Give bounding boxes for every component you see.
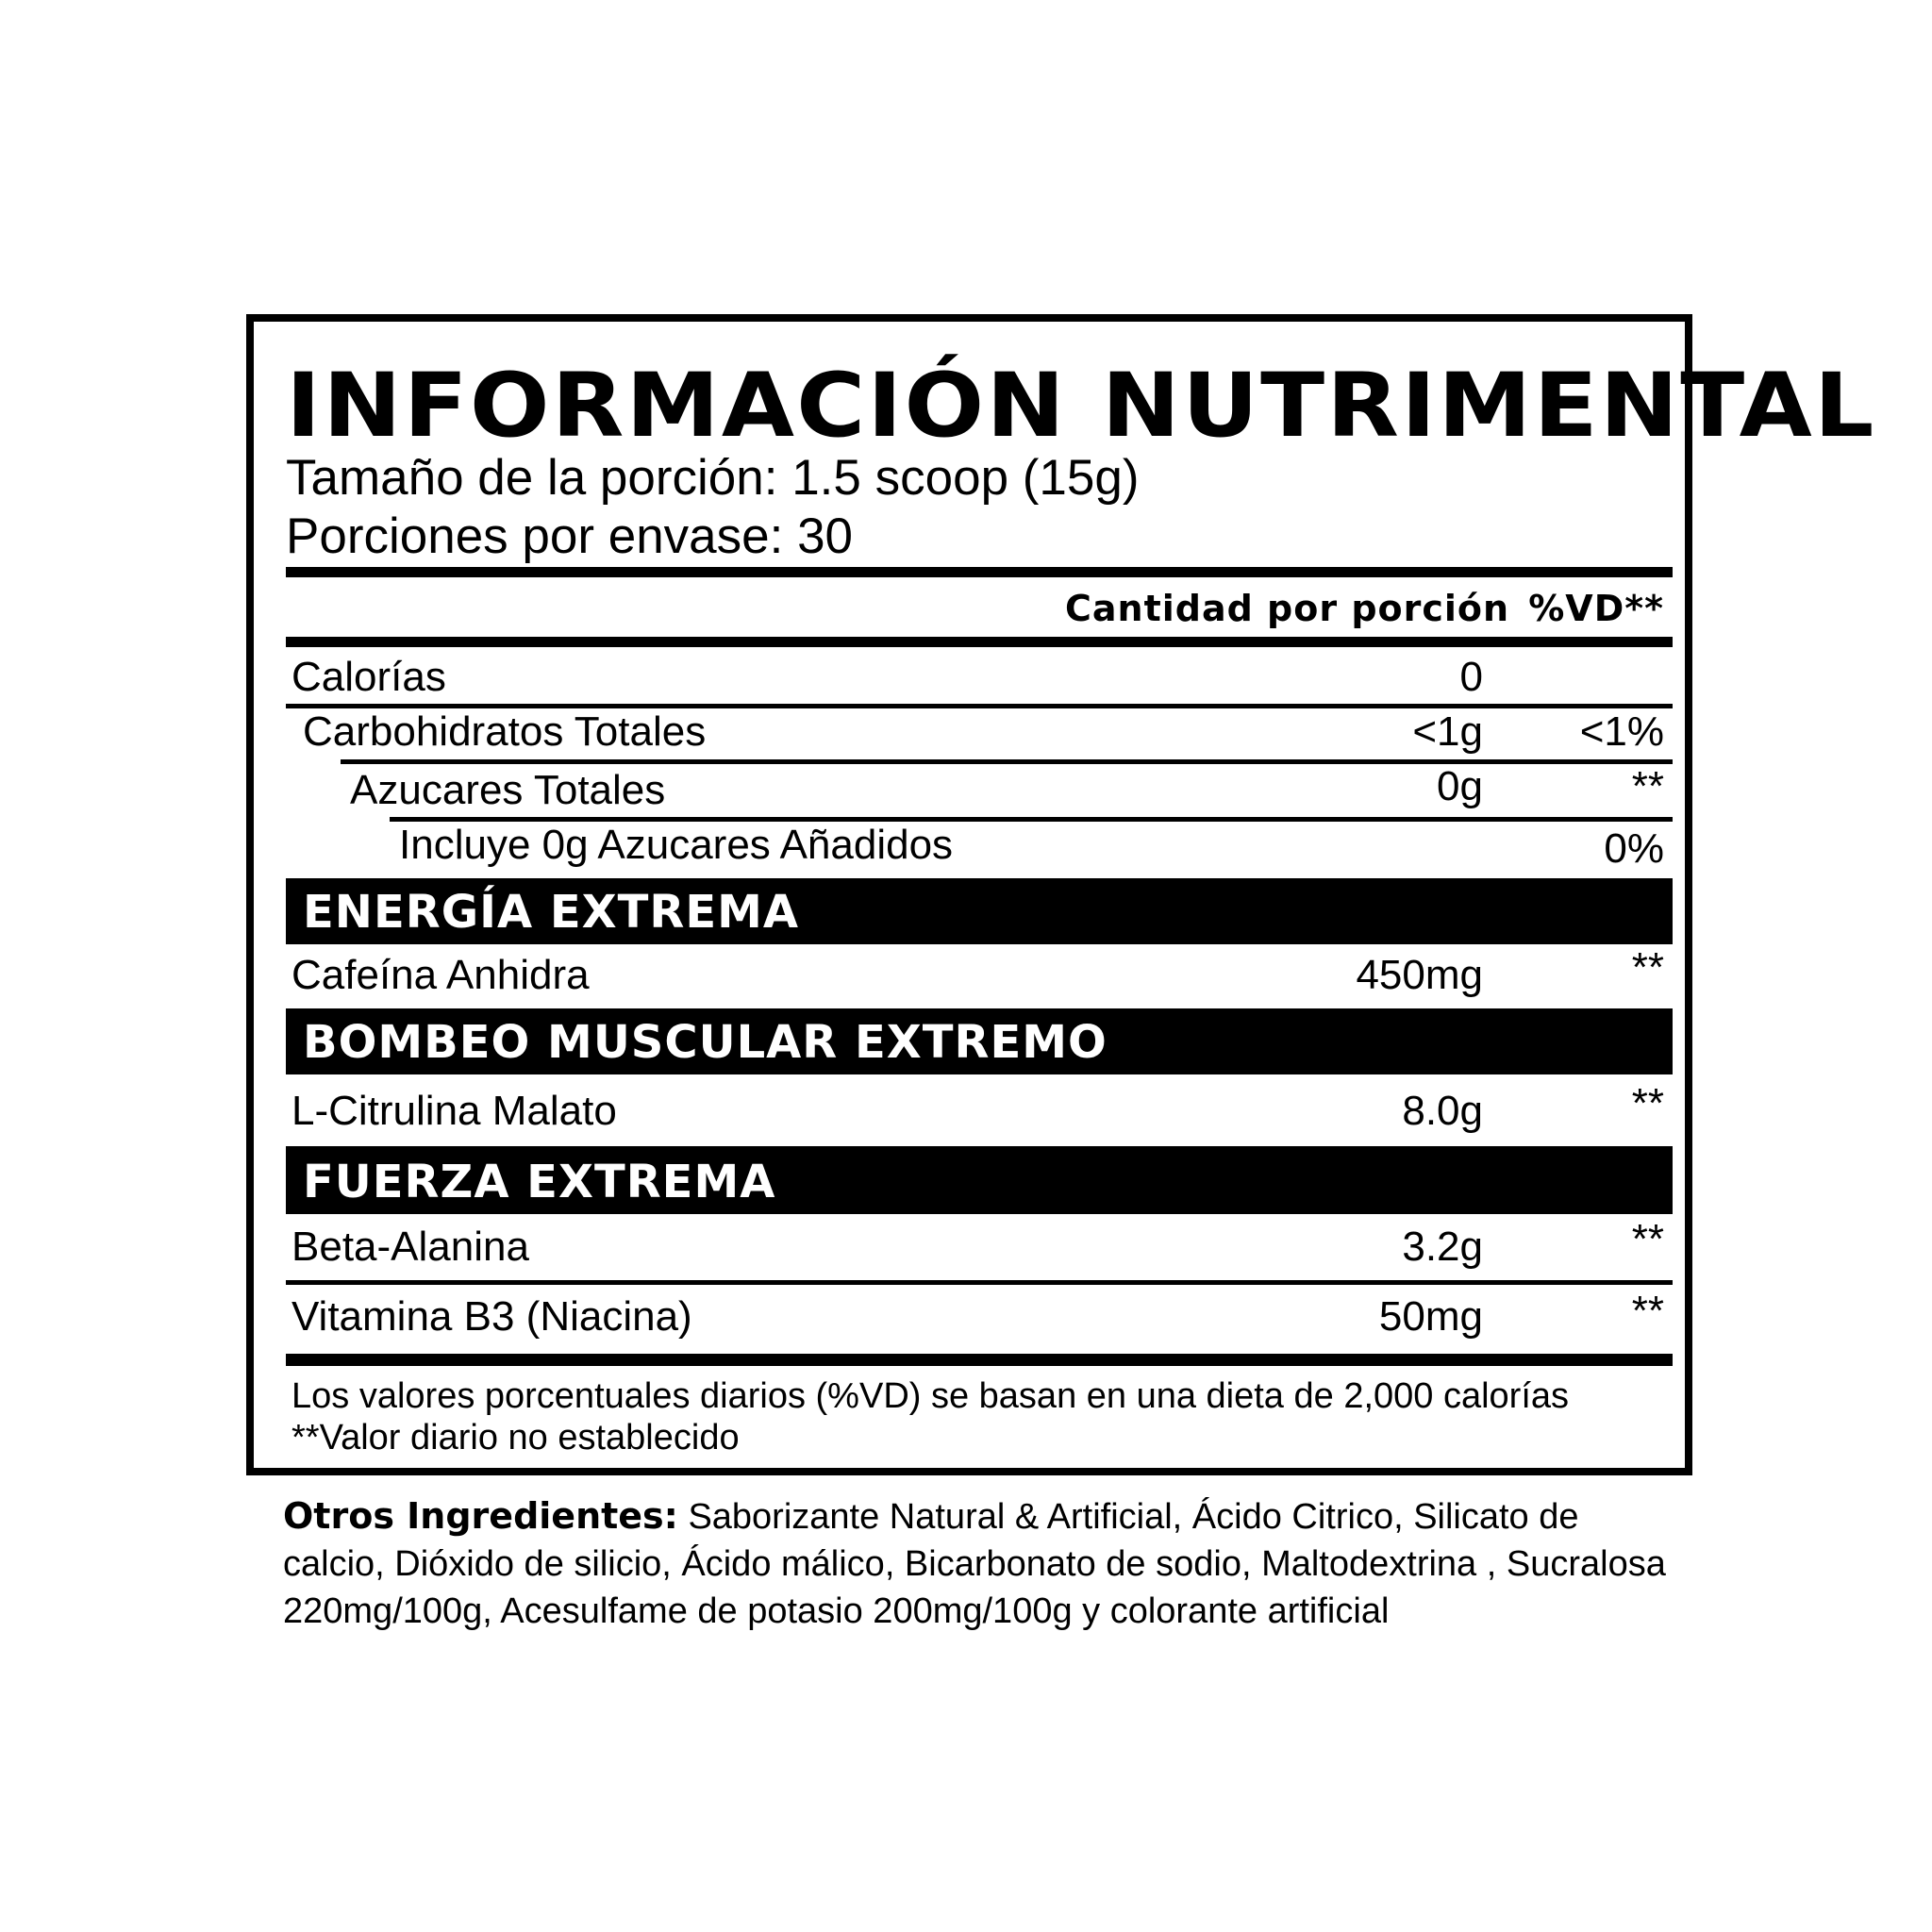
nutrient-name: Azucares Totales [350,767,666,813]
nutrient-amount: 50mg [1378,1293,1483,1340]
thick-divider [286,567,1673,577]
nutrient-amount: 8.0g [1402,1088,1483,1134]
footnote-not-established: **Valor diario no establecido [291,1418,740,1457]
nutrient-dv: 0% [1604,825,1664,872]
ingredients-heading: Otros Ingredientes: [283,1495,678,1537]
nutrient-name: Cafeína Anhidra [291,952,590,998]
label-title: INFORMACIÓN NUTRIMENTAL [286,355,1876,458]
nutrient-dv: <1% [1579,708,1664,755]
nutrient-dv: ** [1631,1216,1664,1262]
nutrient-name: Carbohidratos Totales [303,708,707,755]
servings-per-container: Porciones por envase: 30 [286,508,854,564]
other-ingredients [283,1492,1670,1635]
ingredients-text: Saborizante Natural & Artificial, Ácido Citrico, Silicato de calcio, Dióxido de silicio, Ácido málico, Bicarbonato de sodio, Maltodextrina , Sucralosa 220mg/100g, Acesulfame de potasio 200mg/100g y colorante artificial [283,1497,1666,1631]
section-heading: BOMBEO MUSCULAR EXTREMO [303,1016,1108,1069]
nutrient-dv: ** [1631,763,1664,809]
serving-size: Tamaño de la porción: 1.5 scoop (15g) [286,450,1140,506]
nutrient-amount: 450mg [1356,952,1483,998]
column-header-dv: %VD** [1528,588,1664,629]
nutrient-amount: <1g [1412,708,1483,755]
nutrient-dv: ** [1631,1288,1664,1334]
column-header-amount: Cantidad por porción [1065,588,1510,629]
nutrient-name: L-Citrulina Malato [291,1088,617,1134]
section-header-strength [286,1146,1673,1214]
nutrient-dv: ** [1631,944,1664,991]
thick-divider [286,637,1673,647]
nutrient-name: Calorías [291,654,446,700]
thick-divider [286,1354,1673,1366]
nutrient-name: Incluye 0g Azucares Añadidos [399,822,954,868]
nutrient-name: Beta-Alanina [291,1224,529,1270]
row-divider [286,1280,1673,1285]
section-heading: ENERGÍA EXTREMA [303,886,800,939]
section-heading: FUERZA EXTREMA [303,1156,776,1208]
section-header-energy [286,878,1673,944]
footnote-dv: Los valores porcentuales diarios (%VD) se basan en una dieta de 2,000 calorías [291,1376,1570,1416]
nutrient-dv: ** [1631,1080,1664,1126]
nutrition-label [246,314,1876,1475]
nutrient-amount: 0g [1437,763,1483,809]
nutrient-name: Vitamina B3 (Niacina) [291,1293,692,1340]
nutrient-amount: 0 [1459,654,1483,700]
section-header-pump [286,1008,1673,1074]
nutrient-amount: 3.2g [1402,1224,1483,1270]
